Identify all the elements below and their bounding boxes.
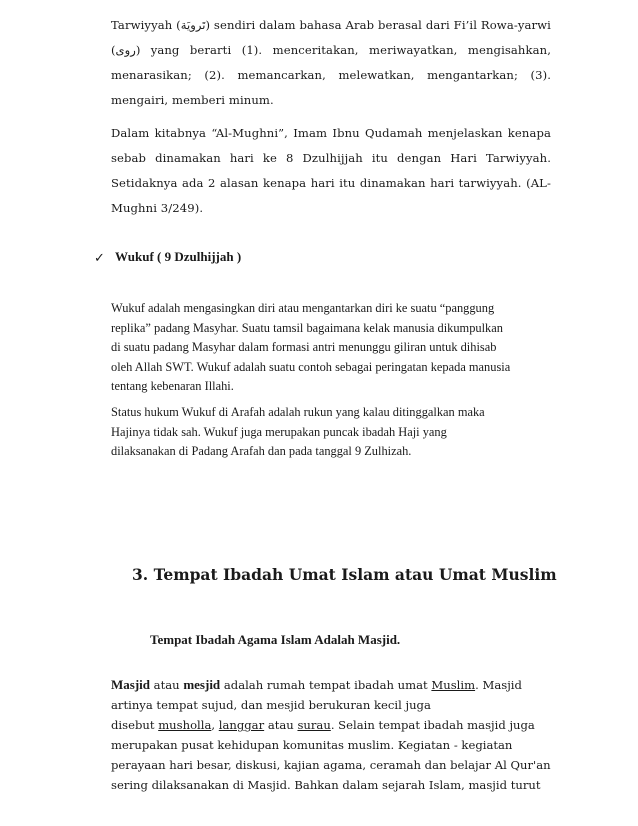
musholla-link[interactable]: musholla <box>158 718 212 732</box>
wukuf-heading: Wukuf ( 9 Dzulhijjah ) <box>115 249 242 264</box>
text-fragment: atau <box>150 678 184 692</box>
text-line: Wukuf adalah mengasingkan diri atau mengantarkan diri ke suatu “panggung <box>111 301 495 315</box>
text-fragment: atau <box>264 718 298 732</box>
check-mark-icon: ✓ <box>94 251 105 266</box>
mesjid-term: mesjid <box>183 677 221 692</box>
text-line: artinya tempat sujud, dan mesjid berukuran kecil juga <box>111 698 431 712</box>
text-line: Hajinya tidak sah. Wukuf juga merupakan puncak ibadah Haji yang <box>111 424 447 439</box>
paragraph-al-mughni <box>111 121 551 221</box>
masjid-term: Masjid <box>111 677 150 692</box>
text-line: di suatu padang Masyhar dalam formasi antri menunggu giliran untuk dihisab <box>111 340 497 354</box>
masjid-subheading: Tempat Ibadah Agama Islam Adalah Masjid. <box>150 632 401 647</box>
text-line: dilaksanakan di Padang Arafah dan pada tanggal 9 Zulhizah. <box>111 444 412 458</box>
langgar-link[interactable]: langgar <box>218 718 265 732</box>
text-line: mengairi, memberi minum. <box>111 93 274 107</box>
text-line <box>111 715 561 735</box>
text-line: Mughni 3/249). <box>111 201 204 215</box>
text-line: menarasikan; (2). memancarkan, melewatkan, mengantarkan; (3). <box>111 68 551 82</box>
text-line: Status hukum Wukuf di Arafah adalah rukun yang kalau ditinggalkan maka <box>111 405 485 419</box>
text-line: oleh Allah SWT. Wukuf adalah suatu contoh sebagai peringatan kepada manusia <box>111 359 511 374</box>
text-fragment: adalah rumah tempat ibadah umat <box>220 678 432 692</box>
text-fragment: . Selain tempat ibadah masjid juga <box>330 718 535 732</box>
text-line: sering dilaksanakan di Masjid. Bahkan dalam sejarah Islam, masjid turut <box>111 778 541 792</box>
surau-link[interactable]: surau <box>297 718 331 732</box>
text-line: merupakan pusat kehidupan komunitas muslim. Kegiatan - kegiatan <box>111 738 513 752</box>
text-line: replika” padang Masyhar. Suatu tamsil bagaimana kelak manusia dikumpulkan <box>111 320 503 335</box>
section-heading-tempat-ibadah: 3. Tempat Ibadah Umat Islam atau Umat Muslim <box>132 565 557 584</box>
text-line: tentang kebenaran Illahi. <box>111 379 234 393</box>
text-line: Dalam kitabnya “Al-Mughni”, Imam Ibnu Qudamah menjelaskan kenapa <box>111 126 551 140</box>
text-line: Setidaknya ada 2 alasan kenapa hari itu dinamakan hari tarwiyyah. (AL- <box>111 176 551 190</box>
text-line: Tarwiyyah (تَرويَة) sendiri dalam bahasa Arab berasal dari Fi’il Rowa-yarwi <box>111 18 551 32</box>
paragraph-tarwiyyah-meaning <box>111 13 551 113</box>
text-line <box>111 675 561 695</box>
muslim-link[interactable]: Muslim <box>431 678 476 692</box>
text-line: perayaan hari besar, diskusi, kajian agama, ceramah dan belajar Al Qur'an <box>111 758 551 772</box>
paragraph-wukuf-status <box>111 403 551 462</box>
paragraph-masjid <box>111 675 561 795</box>
paragraph-wukuf-definition <box>111 299 551 397</box>
text-fragment: . Masjid <box>475 678 522 692</box>
text-fragment: disebut <box>111 718 159 732</box>
text-line: sebab dinamakan hari ke 8 Dzulhijjah itu dengan Hari Tarwiyyah. <box>111 151 551 165</box>
text-fragment: , <box>211 718 219 732</box>
text-line: (روى) yang berarti (1). menceritakan, meriwayatkan, mengisahkan, <box>111 43 551 57</box>
